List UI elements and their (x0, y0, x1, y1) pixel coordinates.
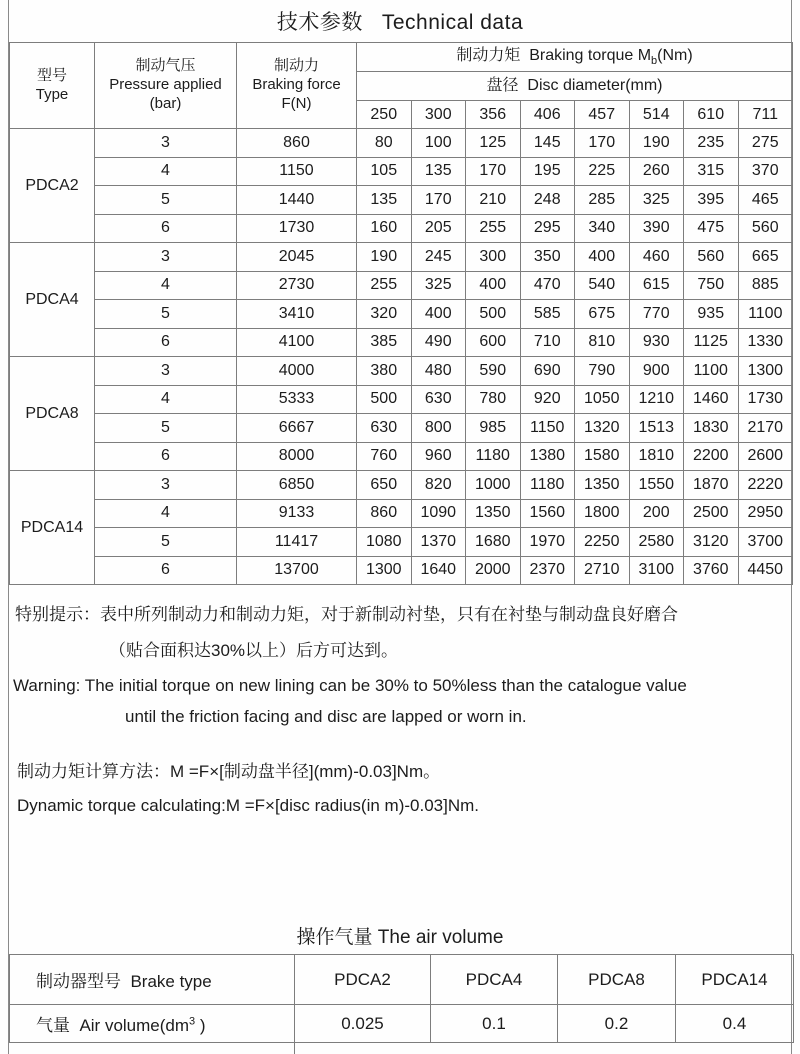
torque-cell: 2220 (738, 471, 793, 500)
torque-cell: 350 (520, 243, 575, 272)
torque-cell: 690 (520, 357, 575, 386)
torque-cell: 600 (466, 328, 521, 357)
torque-cell: 400 (411, 300, 466, 329)
torque-cell: 2000 (466, 556, 521, 585)
torque-cell: 1970 (520, 528, 575, 557)
header-pressure-unit: (bar) (149, 94, 182, 112)
pressure-cell: 4 (95, 499, 237, 528)
torque-cell: 190 (357, 243, 412, 272)
air-volume-label-text: 气量 Air volume(dm (36, 1016, 190, 1035)
torque-cell: 2170 (738, 414, 793, 443)
torque-cell: 235 (684, 129, 739, 158)
pressure-cell: 6 (95, 328, 237, 357)
table-row (10, 157, 793, 186)
torque-cell: 385 (357, 328, 412, 357)
torque-cell: 400 (575, 243, 630, 272)
torque-cell: 255 (357, 271, 412, 300)
torque-cell: 1090 (411, 499, 466, 528)
table-row (10, 357, 793, 386)
torque-cell: 1330 (738, 328, 793, 357)
force-cell: 4100 (237, 328, 357, 357)
air-volume-value-row (10, 1005, 794, 1043)
torque-cell: 3100 (629, 556, 684, 585)
torque-cell: 370 (738, 157, 793, 186)
torque-cell: 1300 (357, 556, 412, 585)
torque-cell: 170 (466, 157, 521, 186)
pressure-cell: 6 (95, 556, 237, 585)
force-cell: 5333 (237, 385, 357, 414)
torque-cell: 750 (684, 271, 739, 300)
force-cell: 4000 (237, 357, 357, 386)
table-row (10, 186, 793, 215)
cutoff-row (9, 1043, 791, 1054)
pressure-cell: 4 (95, 385, 237, 414)
torque-cell: 1100 (738, 300, 793, 329)
torque-cell: 225 (575, 157, 630, 186)
torque-cell: 2370 (520, 556, 575, 585)
torque-cell: 710 (520, 328, 575, 357)
torque-cell: 2950 (738, 499, 793, 528)
table-row (10, 499, 793, 528)
warning-en-line1: Warning: The initial torque on new lining can be 30% to 50%less than the catalogue value (13, 676, 687, 695)
force-cell: 1440 (237, 186, 357, 215)
diameter-col-610: 610 (684, 101, 739, 129)
torque-cell: 135 (357, 186, 412, 215)
force-cell: 6667 (237, 414, 357, 443)
torque-cell: 475 (684, 214, 739, 243)
torque-cell: 590 (466, 357, 521, 386)
torque-cell: 1300 (738, 357, 793, 386)
torque-cell: 1150 (520, 414, 575, 443)
table-row (10, 385, 793, 414)
torque-cell: 4450 (738, 556, 793, 585)
force-cell: 1730 (237, 214, 357, 243)
air-value-cell: 0.2 (558, 1005, 676, 1043)
force-cell: 9133 (237, 499, 357, 528)
pressure-cell: 3 (95, 357, 237, 386)
torque-cell: 1180 (520, 471, 575, 500)
warning-en-line2: until the friction facing and disc are lapped or worn in. (125, 707, 527, 726)
torque-cell: 160 (357, 214, 412, 243)
table-row (10, 214, 793, 243)
header-pressure (95, 43, 237, 129)
header-force-en: Braking force (252, 76, 341, 94)
torque-cell: 470 (520, 271, 575, 300)
air-volume-label-close: ) (195, 1016, 206, 1035)
torque-cell: 800 (411, 414, 466, 443)
force-cell: 13700 (237, 556, 357, 585)
air-type-pdca8: PDCA8 (558, 955, 676, 1005)
diameter-col-711: 711 (738, 101, 793, 129)
pressure-cell: 5 (95, 300, 237, 329)
torque-cell: 770 (629, 300, 684, 329)
torque-cell: 1100 (684, 357, 739, 386)
torque-cell: 3760 (684, 556, 739, 585)
torque-cell: 665 (738, 243, 793, 272)
torque-cell: 300 (466, 243, 521, 272)
torque-cell: 1830 (684, 414, 739, 443)
torque-cell: 630 (411, 385, 466, 414)
table-row (10, 414, 793, 443)
torque-cell: 245 (411, 243, 466, 272)
torque-cell: 100 (411, 129, 466, 158)
torque-cell: 325 (411, 271, 466, 300)
diameter-col-406: 406 (520, 101, 575, 129)
torque-cell: 500 (357, 385, 412, 414)
torque-cell: 145 (520, 129, 575, 158)
header-type (10, 43, 95, 129)
torque-cell: 190 (629, 129, 684, 158)
warning-zh-line1: 特别提示：表中所列制动力和制动力矩，对于新制动衬垫，只有在衬垫与制动盘良好磨合 (15, 605, 678, 624)
diameter-col-356: 356 (466, 101, 521, 129)
torque-cell: 1000 (466, 471, 521, 500)
force-cell: 2730 (237, 271, 357, 300)
torque-cell: 3700 (738, 528, 793, 557)
torque-cell: 1125 (684, 328, 739, 357)
force-cell: 1150 (237, 157, 357, 186)
torque-cell: 255 (466, 214, 521, 243)
torque-cell: 1730 (738, 385, 793, 414)
diameter-col-514: 514 (629, 101, 684, 129)
pressure-cell: 4 (95, 271, 237, 300)
torque-cell: 820 (411, 471, 466, 500)
torque-cell: 285 (575, 186, 630, 215)
torque-cell: 985 (466, 414, 521, 443)
torque-cell: 490 (411, 328, 466, 357)
torque-cell: 390 (629, 214, 684, 243)
table-row (10, 442, 793, 471)
pressure-cell: 4 (95, 157, 237, 186)
air-volume-header-row (10, 955, 794, 1005)
page-frame (8, 0, 792, 1054)
technical-data-table (9, 42, 793, 585)
torque-cell: 170 (411, 186, 466, 215)
air-type-pdca4: PDCA4 (431, 955, 558, 1005)
torque-cell: 210 (466, 186, 521, 215)
air-value-cell: 0.025 (295, 1005, 431, 1043)
air-volume-exponent: 3 (189, 1015, 196, 1028)
torque-cell: 315 (684, 157, 739, 186)
torque-cell: 1350 (575, 471, 630, 500)
brake-type-pdca2: PDCA2 (10, 129, 95, 243)
torque-cell: 1210 (629, 385, 684, 414)
torque-cell: 960 (411, 442, 466, 471)
torque-cell: 860 (357, 499, 412, 528)
torque-cell: 1350 (466, 499, 521, 528)
torque-cell: 195 (520, 157, 575, 186)
table-row (10, 556, 793, 585)
torque-cell: 1513 (629, 414, 684, 443)
torque-cell: 1050 (575, 385, 630, 414)
torque-cell: 125 (466, 129, 521, 158)
air-type-pdca2: PDCA2 (295, 955, 431, 1005)
torque-cell: 340 (575, 214, 630, 243)
torque-cell: 1370 (411, 528, 466, 557)
torque-cell: 275 (738, 129, 793, 158)
torque-cell: 1640 (411, 556, 466, 585)
force-cell: 11417 (237, 528, 357, 557)
warning-zh-line2: （贴合面积达30%以上）后方可达到。 (109, 641, 399, 660)
torque-cell: 2500 (684, 499, 739, 528)
torque-subscript: b (651, 54, 658, 67)
torque-cell: 1870 (684, 471, 739, 500)
torque-cell: 248 (520, 186, 575, 215)
air-value-cell: 0.1 (431, 1005, 558, 1043)
diameter-col-300: 300 (411, 101, 466, 129)
torque-cell: 920 (520, 385, 575, 414)
brake-type-label: 制动器型号 Brake type (10, 955, 295, 1005)
force-cell: 3410 (237, 300, 357, 329)
table-row (10, 129, 793, 158)
torque-cell: 295 (520, 214, 575, 243)
torque-cell: 560 (684, 243, 739, 272)
header-pressure-zh: 制动气压 (135, 57, 196, 75)
force-cell: 8000 (237, 442, 357, 471)
torque-cell: 260 (629, 157, 684, 186)
torque-cell: 2580 (629, 528, 684, 557)
page-title: 技术参数 Technical data (276, 11, 524, 34)
torque-cell: 1460 (684, 385, 739, 414)
torque-cell: 540 (575, 271, 630, 300)
torque-cell: 395 (684, 186, 739, 215)
torque-cell: 135 (411, 157, 466, 186)
torque-cell: 460 (629, 243, 684, 272)
torque-cell: 1550 (629, 471, 684, 500)
torque-cell: 500 (466, 300, 521, 329)
diameter-col-250: 250 (357, 101, 412, 129)
table-row (10, 300, 793, 329)
pressure-cell: 3 (95, 471, 237, 500)
torque-header-text: 制动力矩 Braking torque M (456, 46, 652, 64)
pressure-cell: 3 (95, 129, 237, 158)
torque-cell: 675 (575, 300, 630, 329)
torque-cell: 810 (575, 328, 630, 357)
pressure-cell: 3 (95, 243, 237, 272)
torque-cell: 615 (629, 271, 684, 300)
formula-en: Dynamic torque calculating:M =F×[disc radius(in m)-0.03]Nm. (17, 796, 479, 815)
pressure-cell: 5 (95, 528, 237, 557)
torque-cell: 325 (629, 186, 684, 215)
torque-cell: 1800 (575, 499, 630, 528)
header-force (237, 43, 357, 129)
torque-cell: 400 (466, 271, 521, 300)
torque-cell: 205 (411, 214, 466, 243)
table-row (10, 271, 793, 300)
torque-header-unit: (Nm) (657, 46, 693, 64)
torque-cell: 2600 (738, 442, 793, 471)
cutoff-row-divider (9, 1043, 295, 1054)
pressure-cell: 5 (95, 186, 237, 215)
torque-cell: 885 (738, 271, 793, 300)
pressure-cell: 6 (95, 442, 237, 471)
torque-cell: 780 (466, 385, 521, 414)
torque-cell: 1810 (629, 442, 684, 471)
torque-cell: 380 (357, 357, 412, 386)
table-row (10, 528, 793, 557)
torque-cell: 465 (738, 186, 793, 215)
torque-cell: 1180 (466, 442, 521, 471)
torque-cell: 935 (684, 300, 739, 329)
air-type-pdca14: PDCA14 (676, 955, 794, 1005)
air-volume-title: 操作气量 The air volume (296, 927, 504, 948)
torque-cell: 790 (575, 357, 630, 386)
brake-type-pdca4: PDCA4 (10, 243, 95, 357)
torque-cell: 80 (357, 129, 412, 158)
torque-cell: 1080 (357, 528, 412, 557)
torque-cell: 320 (357, 300, 412, 329)
torque-cell: 2200 (684, 442, 739, 471)
torque-cell: 1580 (575, 442, 630, 471)
torque-cell: 760 (357, 442, 412, 471)
force-cell: 860 (237, 129, 357, 158)
formula-zh: 制动力矩计算方法：M =F×[制动盘半径](mm)-0.03]Nm。 (17, 762, 441, 781)
brake-type-pdca8: PDCA8 (10, 357, 95, 471)
torque-cell: 2710 (575, 556, 630, 585)
torque-cell: 930 (629, 328, 684, 357)
air-volume-table (9, 954, 794, 1043)
header-type-zh: 型号 (36, 66, 67, 84)
force-cell: 6850 (237, 471, 357, 500)
torque-cell: 585 (520, 300, 575, 329)
header-pressure-en: Pressure applied (109, 76, 222, 94)
torque-cell: 1320 (575, 414, 630, 443)
brake-type-pdca14: PDCA14 (10, 471, 95, 585)
torque-cell: 1560 (520, 499, 575, 528)
torque-cell: 170 (575, 129, 630, 158)
torque-cell: 560 (738, 214, 793, 243)
force-cell: 2045 (237, 243, 357, 272)
header-force-unit: F(N) (281, 94, 312, 112)
torque-cell: 105 (357, 157, 412, 186)
header-type-en: Type (35, 85, 69, 103)
air-value-cell: 0.4 (676, 1005, 794, 1043)
torque-cell: 200 (629, 499, 684, 528)
header-disc-diameter: 盘径 Disc diameter(mm) (357, 72, 793, 101)
torque-cell: 480 (411, 357, 466, 386)
torque-cell: 630 (357, 414, 412, 443)
torque-cell: 900 (629, 357, 684, 386)
table-row (10, 243, 793, 272)
torque-cell: 1380 (520, 442, 575, 471)
header-force-zh: 制动力 (273, 57, 319, 75)
notes-section (9, 585, 791, 917)
torque-cell: 3120 (684, 528, 739, 557)
air-volume-label (10, 1005, 295, 1043)
pressure-cell: 5 (95, 414, 237, 443)
pressure-cell: 6 (95, 214, 237, 243)
torque-cell: 2250 (575, 528, 630, 557)
torque-cell: 1680 (466, 528, 521, 557)
table-row (10, 328, 793, 357)
diameter-col-457: 457 (575, 101, 630, 129)
torque-cell: 650 (357, 471, 412, 500)
table-row (10, 471, 793, 500)
header-braking-torque (357, 43, 793, 72)
